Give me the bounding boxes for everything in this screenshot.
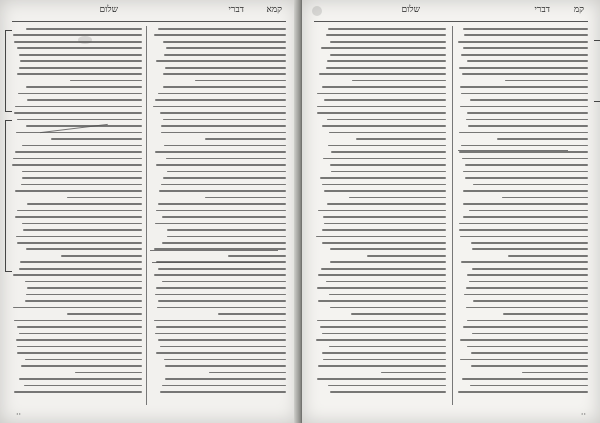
text-line	[316, 236, 446, 238]
text-line	[356, 138, 446, 140]
text-line	[319, 73, 446, 75]
text-line	[322, 86, 446, 88]
text-line	[473, 184, 588, 186]
text-line	[468, 125, 588, 127]
text-line	[472, 333, 588, 335]
text-line	[163, 119, 286, 121]
text-line	[471, 242, 588, 244]
text-line	[463, 190, 588, 192]
text-line	[155, 333, 286, 335]
text-line	[326, 67, 446, 69]
text-line	[154, 274, 286, 276]
text-line	[465, 164, 588, 166]
text-line	[462, 73, 588, 75]
text-line	[19, 333, 142, 335]
text-line	[327, 119, 446, 121]
text-line	[470, 385, 588, 387]
text-line	[209, 372, 286, 374]
text-line	[326, 281, 446, 283]
text-line	[318, 210, 446, 212]
text-line	[463, 47, 588, 49]
text-line	[164, 54, 286, 56]
text-line	[461, 54, 588, 56]
text-line	[349, 197, 446, 199]
text-line	[158, 28, 286, 30]
text-line	[322, 242, 446, 244]
text-line	[160, 112, 286, 114]
text-line	[463, 171, 588, 173]
text-line	[16, 132, 142, 134]
text-line	[158, 203, 286, 205]
text-line	[330, 391, 446, 393]
text-line	[497, 138, 588, 140]
text-line	[322, 229, 446, 231]
text-line	[323, 216, 446, 218]
text-line	[20, 261, 142, 263]
text-line	[464, 34, 588, 36]
text-line	[317, 106, 446, 108]
text-line	[164, 359, 286, 361]
text-line	[17, 346, 142, 348]
text-line	[331, 171, 446, 173]
text-line	[75, 372, 142, 374]
text-line	[154, 34, 286, 36]
text-line	[15, 151, 142, 153]
text-line	[460, 236, 588, 238]
text-line	[165, 365, 286, 367]
text-line	[466, 287, 588, 289]
margin-bracket	[5, 120, 12, 272]
text-line	[218, 313, 286, 315]
text-line	[330, 54, 446, 56]
text-line	[161, 184, 286, 186]
text-line	[317, 112, 446, 114]
text-line	[19, 54, 142, 56]
text-line	[458, 41, 588, 43]
text-line	[317, 93, 446, 95]
text-line	[157, 307, 286, 309]
text-line	[320, 326, 446, 328]
text-line	[462, 158, 588, 160]
text-line	[466, 307, 588, 309]
text-line	[463, 326, 588, 328]
text-line	[15, 216, 142, 218]
text-line	[159, 190, 286, 192]
text-line	[163, 73, 286, 75]
text-line	[327, 203, 446, 205]
text-line	[156, 60, 286, 62]
text-line	[327, 60, 446, 62]
text-line	[329, 346, 446, 348]
left-page-footer-mark: ··	[16, 410, 22, 419]
text-line	[463, 203, 588, 205]
text-line	[158, 268, 286, 270]
text-line	[461, 261, 588, 263]
text-line	[15, 106, 142, 108]
text-line	[19, 378, 142, 380]
text-line	[367, 255, 446, 257]
text-line	[330, 248, 446, 250]
text-line	[467, 274, 588, 276]
text-line	[17, 73, 142, 75]
text-line	[459, 132, 588, 134]
text-line	[459, 229, 588, 231]
text-line	[163, 86, 286, 88]
text-line	[165, 378, 286, 380]
text-line	[318, 365, 446, 367]
text-line	[14, 391, 142, 393]
text-line	[158, 300, 286, 302]
pencil-underline	[152, 262, 270, 263]
right-page-number: קמ	[573, 5, 584, 15]
text-line	[469, 281, 588, 283]
text-line	[466, 119, 588, 121]
text-line	[156, 210, 286, 212]
text-line	[322, 125, 446, 127]
text-line	[162, 216, 286, 218]
text-line	[461, 145, 588, 147]
text-line	[195, 80, 286, 82]
text-line	[330, 41, 446, 43]
right-page-footer-mark: ··	[580, 410, 586, 419]
text-line	[458, 391, 588, 393]
text-line	[21, 184, 142, 186]
right-page-left-column	[316, 28, 446, 403]
left-page-right-column	[152, 28, 286, 403]
text-line	[14, 320, 142, 322]
text-line	[472, 248, 588, 250]
text-line	[26, 28, 142, 30]
text-line	[26, 86, 142, 88]
text-line	[459, 151, 588, 153]
text-line	[155, 151, 286, 153]
text-line	[22, 177, 142, 179]
text-line	[330, 261, 446, 263]
text-line	[321, 47, 446, 49]
text-line	[163, 41, 286, 43]
text-line	[51, 138, 142, 140]
text-line	[162, 242, 286, 244]
right-page-right-column	[458, 28, 588, 403]
text-line	[26, 294, 142, 296]
text-line	[459, 67, 588, 69]
ink-smudge	[78, 36, 92, 44]
text-line	[316, 339, 446, 341]
left-page-number: קמא	[266, 5, 282, 15]
text-line	[13, 158, 142, 160]
text-line	[15, 190, 142, 192]
text-line	[323, 359, 446, 361]
text-line	[167, 236, 286, 238]
ink-smudge	[312, 6, 322, 16]
text-line	[67, 197, 142, 199]
text-line	[155, 99, 286, 101]
text-line	[328, 145, 446, 147]
text-line	[22, 145, 142, 147]
text-line	[322, 352, 446, 354]
text-line	[18, 93, 142, 95]
text-line	[27, 99, 142, 101]
margin-bracket	[5, 30, 12, 112]
text-line	[318, 274, 446, 276]
text-line	[154, 320, 286, 322]
text-line	[205, 138, 286, 140]
text-line	[463, 216, 588, 218]
text-line	[329, 132, 446, 134]
text-line	[473, 300, 588, 302]
text-line	[161, 132, 286, 134]
text-line	[156, 352, 286, 354]
text-line	[21, 365, 142, 367]
text-line	[22, 223, 142, 225]
text-line	[156, 164, 286, 166]
text-line	[61, 255, 142, 257]
text-line	[471, 352, 588, 354]
text-line	[205, 197, 286, 199]
right-column-rule	[452, 26, 453, 405]
text-line	[155, 294, 286, 296]
text-line	[503, 313, 588, 315]
right-page	[302, 0, 600, 423]
text-line	[22, 171, 142, 173]
text-line	[460, 339, 588, 341]
text-line	[26, 248, 142, 250]
text-line	[467, 112, 588, 114]
text-line	[158, 339, 286, 341]
text-line	[331, 151, 446, 153]
text-line	[20, 60, 142, 62]
text-line	[522, 372, 588, 374]
right-page-header	[312, 4, 590, 20]
text-line	[164, 145, 286, 147]
text-line	[228, 255, 286, 257]
text-line	[25, 300, 142, 302]
text-line	[16, 236, 142, 238]
text-line	[330, 307, 446, 309]
text-line	[324, 190, 446, 192]
text-line	[25, 281, 142, 283]
text-line	[328, 385, 446, 387]
right-header-shalom: שלום	[401, 5, 420, 15]
text-line	[467, 320, 588, 322]
text-line	[318, 300, 446, 302]
text-line	[326, 34, 446, 36]
text-line	[324, 99, 446, 101]
margin-bracket	[594, 40, 600, 102]
text-line	[317, 378, 446, 380]
text-line	[317, 320, 446, 322]
text-line	[321, 268, 446, 270]
text-line	[14, 112, 142, 114]
text-line	[502, 197, 588, 199]
text-line	[351, 313, 446, 315]
text-line	[166, 47, 286, 49]
text-line	[156, 326, 286, 328]
text-line	[461, 93, 588, 95]
text-line	[167, 171, 286, 173]
text-line	[12, 164, 142, 166]
text-line	[320, 177, 446, 179]
text-line	[462, 378, 588, 380]
text-line	[467, 60, 588, 62]
text-line	[472, 268, 588, 270]
text-line	[381, 372, 446, 374]
text-line	[162, 281, 286, 283]
text-line	[70, 80, 142, 82]
text-line	[323, 158, 446, 160]
text-line	[460, 86, 588, 88]
text-line	[27, 203, 142, 205]
text-line	[17, 352, 142, 354]
text-line	[158, 93, 286, 95]
text-line	[330, 164, 446, 166]
text-line	[162, 385, 286, 387]
text-line	[165, 67, 286, 69]
left-header-rule	[12, 21, 286, 22]
text-line	[155, 223, 286, 225]
text-line	[161, 125, 286, 127]
text-line	[24, 385, 142, 387]
text-line	[328, 28, 446, 30]
left-page-left-column	[12, 28, 142, 403]
text-line	[167, 229, 286, 231]
text-line	[460, 359, 588, 361]
pencil-underline	[458, 150, 568, 151]
text-line	[471, 365, 588, 367]
text-line	[508, 255, 588, 257]
text-line	[19, 268, 142, 270]
text-line	[17, 242, 142, 244]
text-line	[163, 177, 286, 179]
text-line	[16, 339, 142, 341]
left-column-rule	[146, 26, 147, 405]
text-line	[13, 34, 142, 36]
left-header-abbrev: דברי	[228, 5, 244, 15]
text-line	[470, 99, 588, 101]
text-line	[505, 80, 588, 82]
text-line	[17, 119, 142, 121]
text-line	[324, 223, 446, 225]
right-header-abbrev: דברי	[534, 5, 550, 15]
text-line	[166, 158, 286, 160]
text-line	[317, 287, 446, 289]
text-line	[352, 80, 446, 82]
text-line	[17, 47, 142, 49]
text-line	[25, 359, 142, 361]
text-line	[463, 28, 588, 30]
text-line	[460, 106, 588, 108]
text-line	[13, 274, 142, 276]
right-header-rule	[314, 21, 588, 22]
text-line	[156, 287, 286, 289]
text-line	[27, 287, 142, 289]
text-line	[67, 313, 142, 315]
text-line	[160, 391, 286, 393]
text-line	[322, 184, 446, 186]
text-line	[17, 326, 142, 328]
pencil-underline	[150, 250, 278, 251]
text-line	[322, 333, 446, 335]
text-line	[153, 106, 286, 108]
text-line	[13, 307, 142, 309]
left-header-shalom: שלום	[99, 5, 118, 15]
left-page-header	[10, 4, 288, 20]
left-page	[0, 0, 298, 423]
text-line	[329, 294, 446, 296]
text-line	[469, 210, 588, 212]
text-line	[464, 294, 588, 296]
text-line	[23, 229, 142, 231]
text-line	[465, 177, 588, 179]
text-line	[17, 210, 142, 212]
text-line	[160, 346, 286, 348]
text-line	[459, 223, 588, 225]
text-line	[467, 346, 588, 348]
text-line	[19, 67, 142, 69]
